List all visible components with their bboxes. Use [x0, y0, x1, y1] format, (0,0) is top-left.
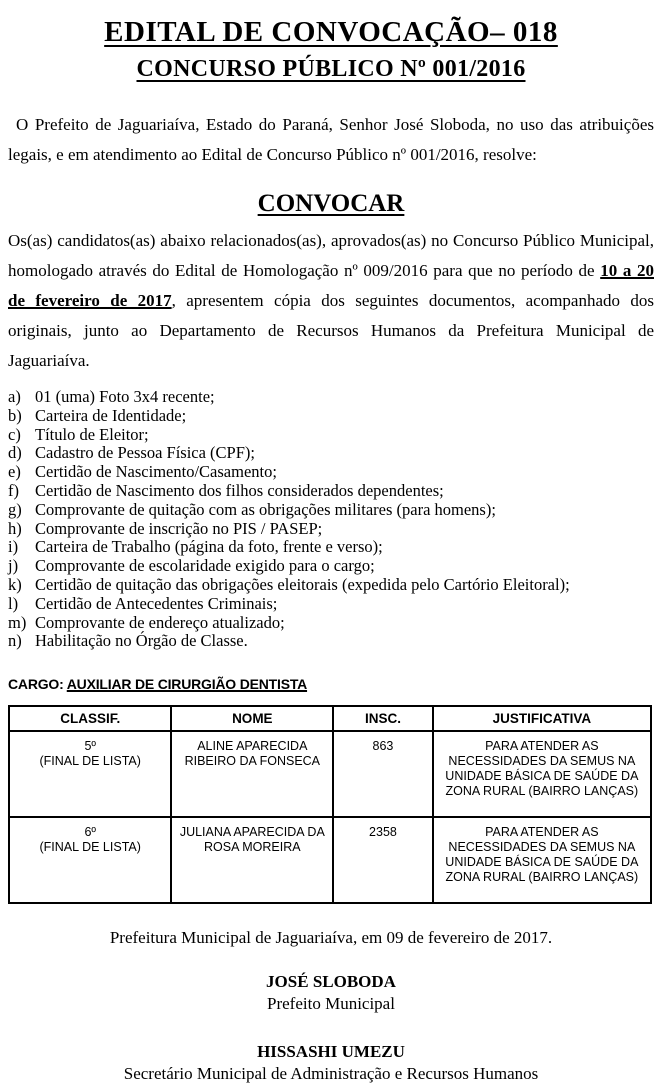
list-item [8, 538, 654, 557]
list-item [8, 614, 654, 633]
list-item [8, 576, 654, 595]
page-title: EDITAL DE CONVOCAÇÃO– 018 [104, 16, 558, 48]
list-item [8, 482, 654, 501]
list-item-letter: d) [8, 443, 22, 463]
cell-nome: ALINE APARECIDA RIBEIRO DA FONSECA [171, 731, 333, 817]
documents-list [8, 388, 654, 651]
classif-note: (FINAL DE LISTA) [39, 840, 141, 855]
list-item-letter: h) [8, 518, 22, 538]
list-item-letter: b) [8, 405, 22, 425]
classif-rank: 5º [84, 739, 96, 754]
list-item [8, 388, 654, 407]
list-item-letter: j) [8, 556, 19, 576]
list-item-text: Carteira de Identidade; [35, 405, 187, 425]
list-item-text: Certidão de Antecedentes Criminais; [35, 593, 278, 613]
cell-classif [9, 817, 171, 903]
table-row [9, 817, 651, 903]
table-header-row [9, 706, 651, 731]
convocar-heading: CONVOCAR [257, 190, 405, 217]
classif-rank: 6º [84, 825, 96, 840]
cell-justificativa: PARA ATENDER AS NECESSIDADES DA SEMUS NA UNIDADE BÁSICA DE SAÚDE DA ZONA RURAL (BAIRRO LANÇAS) [433, 817, 651, 903]
list-item-letter: a) [8, 387, 21, 406]
list-item [8, 520, 654, 539]
list-item-text: Cadastro de Pessoa Física (CPF); [35, 443, 255, 463]
signature-role: Secretário Municipal de Administração e Recursos Humanos [123, 1064, 539, 1084]
cell-justificativa: PARA ATENDER AS NECESSIDADES DA SEMUS NA UNIDADE BÁSICA DE SAÚDE DA ZONA RURAL (BAIRRO LANÇAS) [433, 731, 651, 817]
cell-classif [9, 731, 171, 817]
cell-insc: 2358 [333, 817, 433, 903]
list-item-text: Carteira de Trabalho (página da foto, frente e verso); [35, 537, 383, 557]
list-item-letter: f) [8, 480, 19, 500]
list-item-text: 01 (uma) Foto 3x4 recente; [35, 387, 215, 406]
cargo-label: CARGO: [8, 676, 67, 693]
list-item-letter: n) [8, 631, 22, 651]
table-row [9, 731, 651, 817]
list-item-text: Certidão de Nascimento/Casamento; [35, 462, 277, 482]
list-item [8, 426, 654, 445]
body-paragraph-emphasis: 10 a 20 de fevereiro de 2017 [8, 261, 654, 310]
closing-place-date: Prefeitura Municipal de Jaguariaíva, em 09 de fevereiro de 2017. [109, 928, 553, 948]
list-item-text: Certidão de quitação das obrigações eleitorais (expedida pelo Cartório Eleitoral); [35, 574, 570, 594]
table-header-insc: INSC. [333, 706, 433, 731]
list-item [8, 444, 654, 463]
table-header-justificativa: JUSTIFICATIVA [433, 706, 651, 731]
cell-insc: 863 [333, 731, 433, 817]
list-item-text: Comprovante de quitação com as obrigações militares (para homens); [35, 499, 496, 519]
intro-paragraph: O Prefeito de Jaguariaíva, Estado do Paraná, Senhor José Sloboda, no uso das atribuições legais, e em atendimento ao Edital de Concurso Público nº 001/2016, resolve: [8, 115, 654, 164]
list-item [8, 595, 654, 614]
signature-name: HISSASHI UMEZU [257, 1042, 405, 1062]
list-item [8, 632, 654, 651]
table-header-nome: NOME [171, 706, 333, 731]
list-item-text: Habilitação no Órgão de Classe. [35, 631, 248, 651]
list-item-letter: i) [8, 537, 19, 557]
signature-name: JOSÉ SLOBODA [266, 972, 396, 992]
list-item-text: Certidão de Nascimento dos filhos considerados dependentes; [35, 480, 444, 500]
list-item [8, 557, 654, 576]
cargo-value: AUXILIAR DE CIRURGIÃO DENTISTA [66, 676, 308, 693]
cell-nome: JULIANA APARECIDA DA ROSA MOREIRA [171, 817, 333, 903]
list-item [8, 407, 654, 426]
list-item-letter: e) [8, 462, 21, 482]
signature-block-prefeito [8, 971, 654, 1015]
body-paragraph-part1: Os(as) candidatos(as) abaixo relacionados(as), aprovados(as) no Concurso Público Municipal, homologado através do Edital de Homologação nº 009/2016 para que no período de [8, 231, 654, 280]
list-item [8, 501, 654, 520]
list-item-text: Comprovante de endereço atualizado; [35, 612, 285, 632]
convocation-table [8, 705, 652, 904]
list-item-text: Comprovante de inscrição no PIS / PASEP; [35, 518, 323, 538]
list-item-letter: g) [8, 499, 22, 519]
cargo-line [8, 675, 654, 693]
list-item-letter: l) [8, 593, 19, 613]
page-subtitle: CONCURSO PÚBLICO Nº 001/2016 [136, 56, 526, 82]
body-paragraph-part2: , apresentem cópia dos seguintes documentos, acompanhado dos originais, junto ao Departamento de Recursos Humanos da Prefeitura Municipal de Jaguariaíva. [8, 291, 655, 370]
body-paragraph [8, 226, 654, 376]
list-item-text: Título de Eleitor; [35, 424, 149, 444]
signature-block-secretario [8, 1041, 654, 1085]
list-item-letter: k) [8, 574, 22, 594]
list-item [8, 463, 654, 482]
classif-note: (FINAL DE LISTA) [39, 754, 141, 769]
list-item-letter: m) [8, 612, 27, 632]
signature-role: Prefeito Municipal [267, 994, 395, 1014]
list-item-letter: c) [8, 424, 21, 444]
list-item-text: Comprovante de escolaridade exigido para o cargo; [35, 556, 375, 576]
table-header-classif: CLASSIF. [9, 706, 171, 731]
